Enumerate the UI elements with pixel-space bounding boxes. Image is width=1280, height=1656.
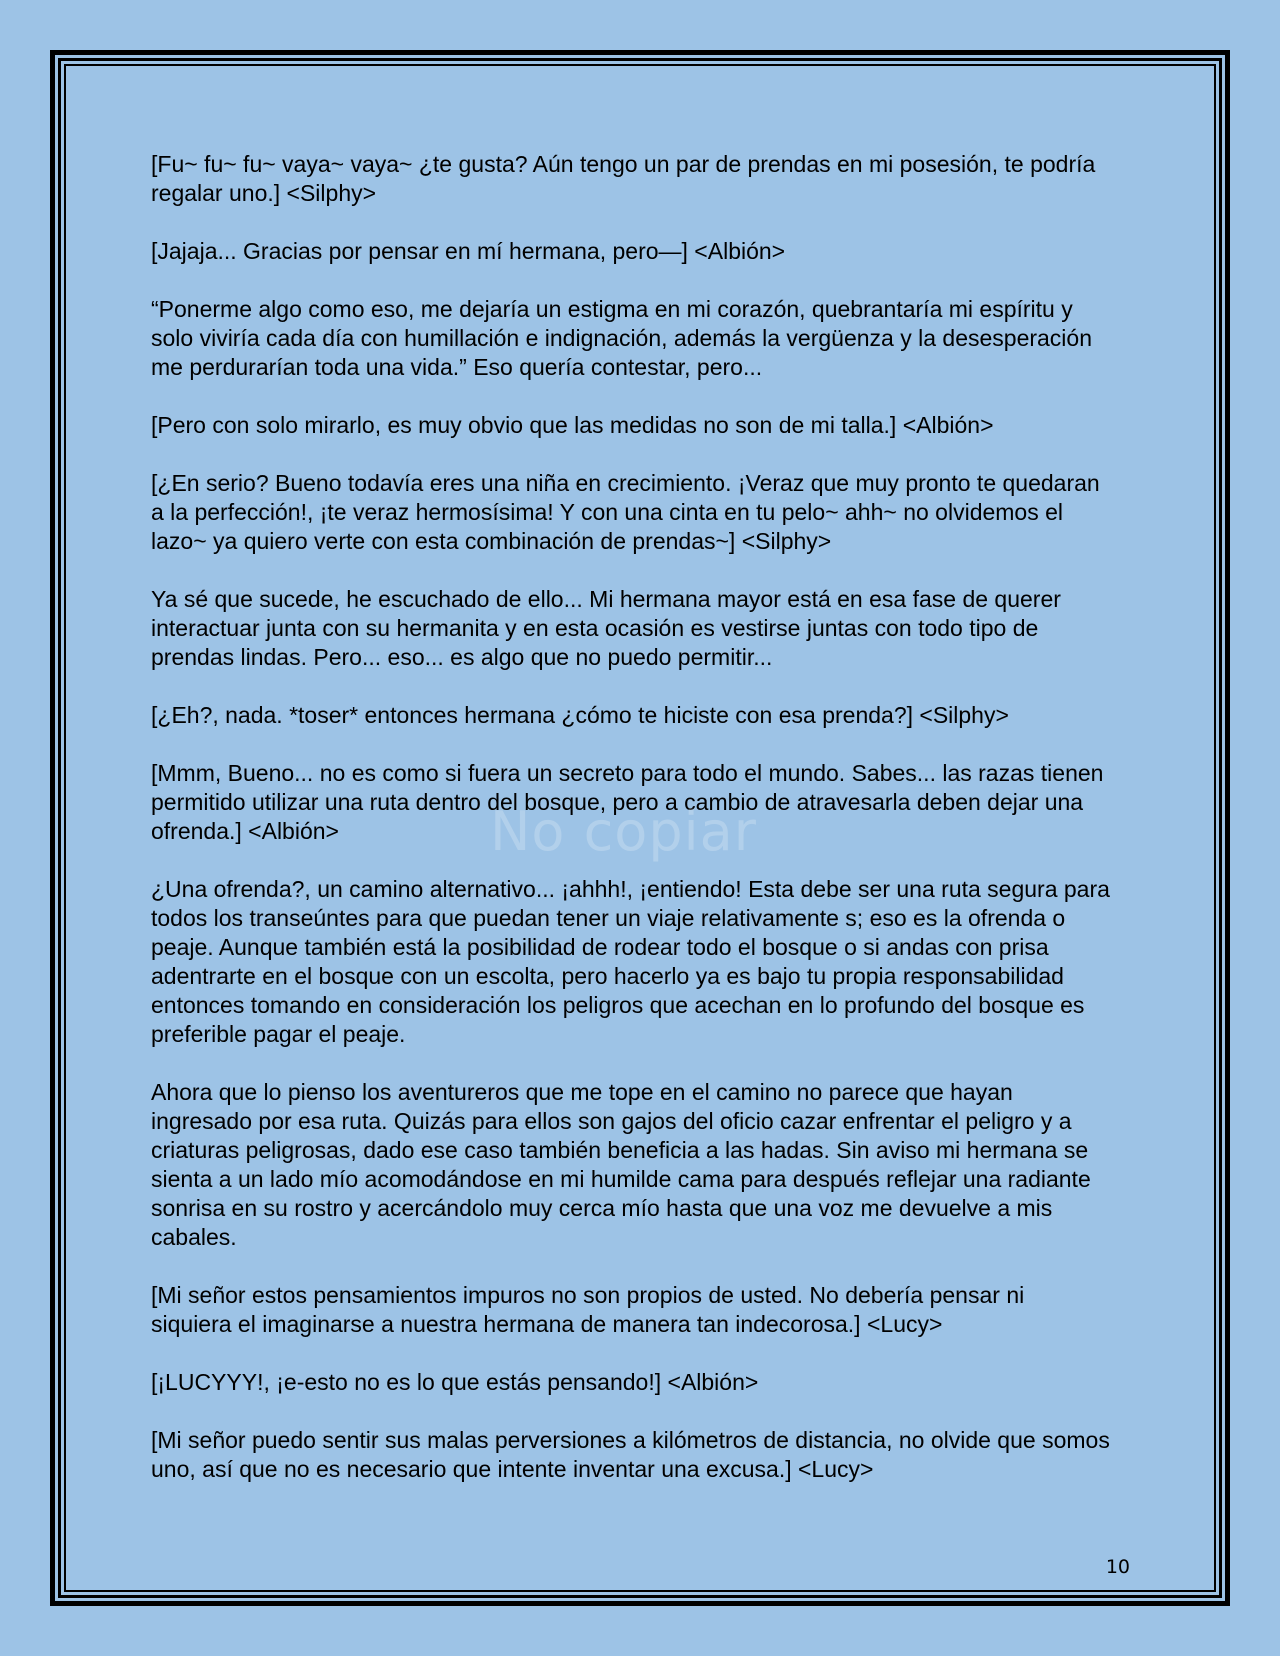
paragraph: Ahora que lo pienso los aventureros que me tope en el camino no parece que hayan ingresado por esa ruta. Quizás para ellos son gajos del oficio cazar enfrentar el peligro y a criaturas peligrosas, dado ese caso también beneficia a las hadas. Sin aviso mi hermana se sienta a un lado mío acomodándose en mi humilde cama para después reflejar una radiante sonrisa en su rostro y acercándolo muy cerca mío hasta que una voz me devuelve a mis cabales. <box>151 1079 1091 1250</box>
paragraph: [Jajaja... Gracias por pensar en mí hermana, pero—] <Albión> <box>151 238 786 264</box>
paragraph: Ya sé que sucede, he escuchado de ello... Mi hermana mayor está en esa fase de querer interactuar junta con su hermanita y en esta ocasión es vestirse juntas con todo tipo de prendas lindas. Pero... eso... es algo que no puedo permitir... <box>151 586 1061 670</box>
paragraph: [¡LUCYYY!, ¡e-esto no es lo que estás pensando!] <Albión> <box>151 1369 759 1395</box>
paragraph: [Mi señor estos pensamientos impuros no son propios de usted. No debería pensar ni siquiera el imaginarse a nuestra hermana de manera tan indecorosa.] <Lucy> <box>151 1282 1025 1337</box>
paragraph: [Mmm, Bueno... no es como si fuera un secreto para todo el mundo. Sabes... las razas tienen permitido utilizar una ruta dentro del bosque, pero a cambio de atravesarla deben dejar una ofrenda.] <Albión> <box>151 760 1104 844</box>
paragraph: [¿En serio? Bueno todavía eres una niña en crecimiento. ¡Veraz que muy pronto te quedaran a la perfección!, ¡te veraz hermosísima! Y con una cinta en tu pelo~ ahh~ no olvidemos el lazo~ ya quiero verte con esta combinación de prendas~] <Silphy> <box>151 470 1100 554</box>
paragraph: [Mi señor puedo sentir sus malas perversiones a kilómetros de distancia, no olvide que somos uno, así que no es necesario que intente inventar una excusa.] <Lucy> <box>151 1427 1110 1482</box>
page-text <box>151 150 1111 1484</box>
paragraph: [Pero con solo mirarlo, es muy obvio que las medidas no son de mi talla.] <Albión> <box>151 412 994 438</box>
paragraph: [Fu~ fu~ fu~ vaya~ vaya~ ¿te gusta? Aún tengo un par de prendas en mi posesión, te podría regalar uno.] <Silphy> <box>151 151 1096 206</box>
paragraph: ¿Una ofrenda?, un camino alternativo... ¡ahhh!, ¡entiendo! Esta debe ser una ruta segura para todos los transeúntes para que puedan tener un viaje relativamente s; eso es la ofrenda o peaje. Aunque también está la posibilidad de rodear todo el bosque o si andas con prisa adentrarte en el bosque con un escolta, pero hacerlo ya es bajo tu propia responsabilidad entonces tomando en consideración los peligros que acechan en lo profundo del bosque es preferible pagar el peaje. <box>151 876 1110 1047</box>
paragraph: [¿Eh?, nada. *toser* entonces hermana ¿cómo te hiciste con esa prenda?] <Silphy> <box>151 702 1009 728</box>
paragraph: “Ponerme algo como eso, me dejaría un estigma en mi corazón, quebrantaría mi espíritu y solo viviría cada día con humillación e indignación, además la vergüenza y la desesperación me perdurarían toda una vida.” Eso quería contestar, pero... <box>151 296 1093 380</box>
watermark: No copiar <box>490 800 757 863</box>
page-number: 10 <box>1105 1556 1130 1578</box>
